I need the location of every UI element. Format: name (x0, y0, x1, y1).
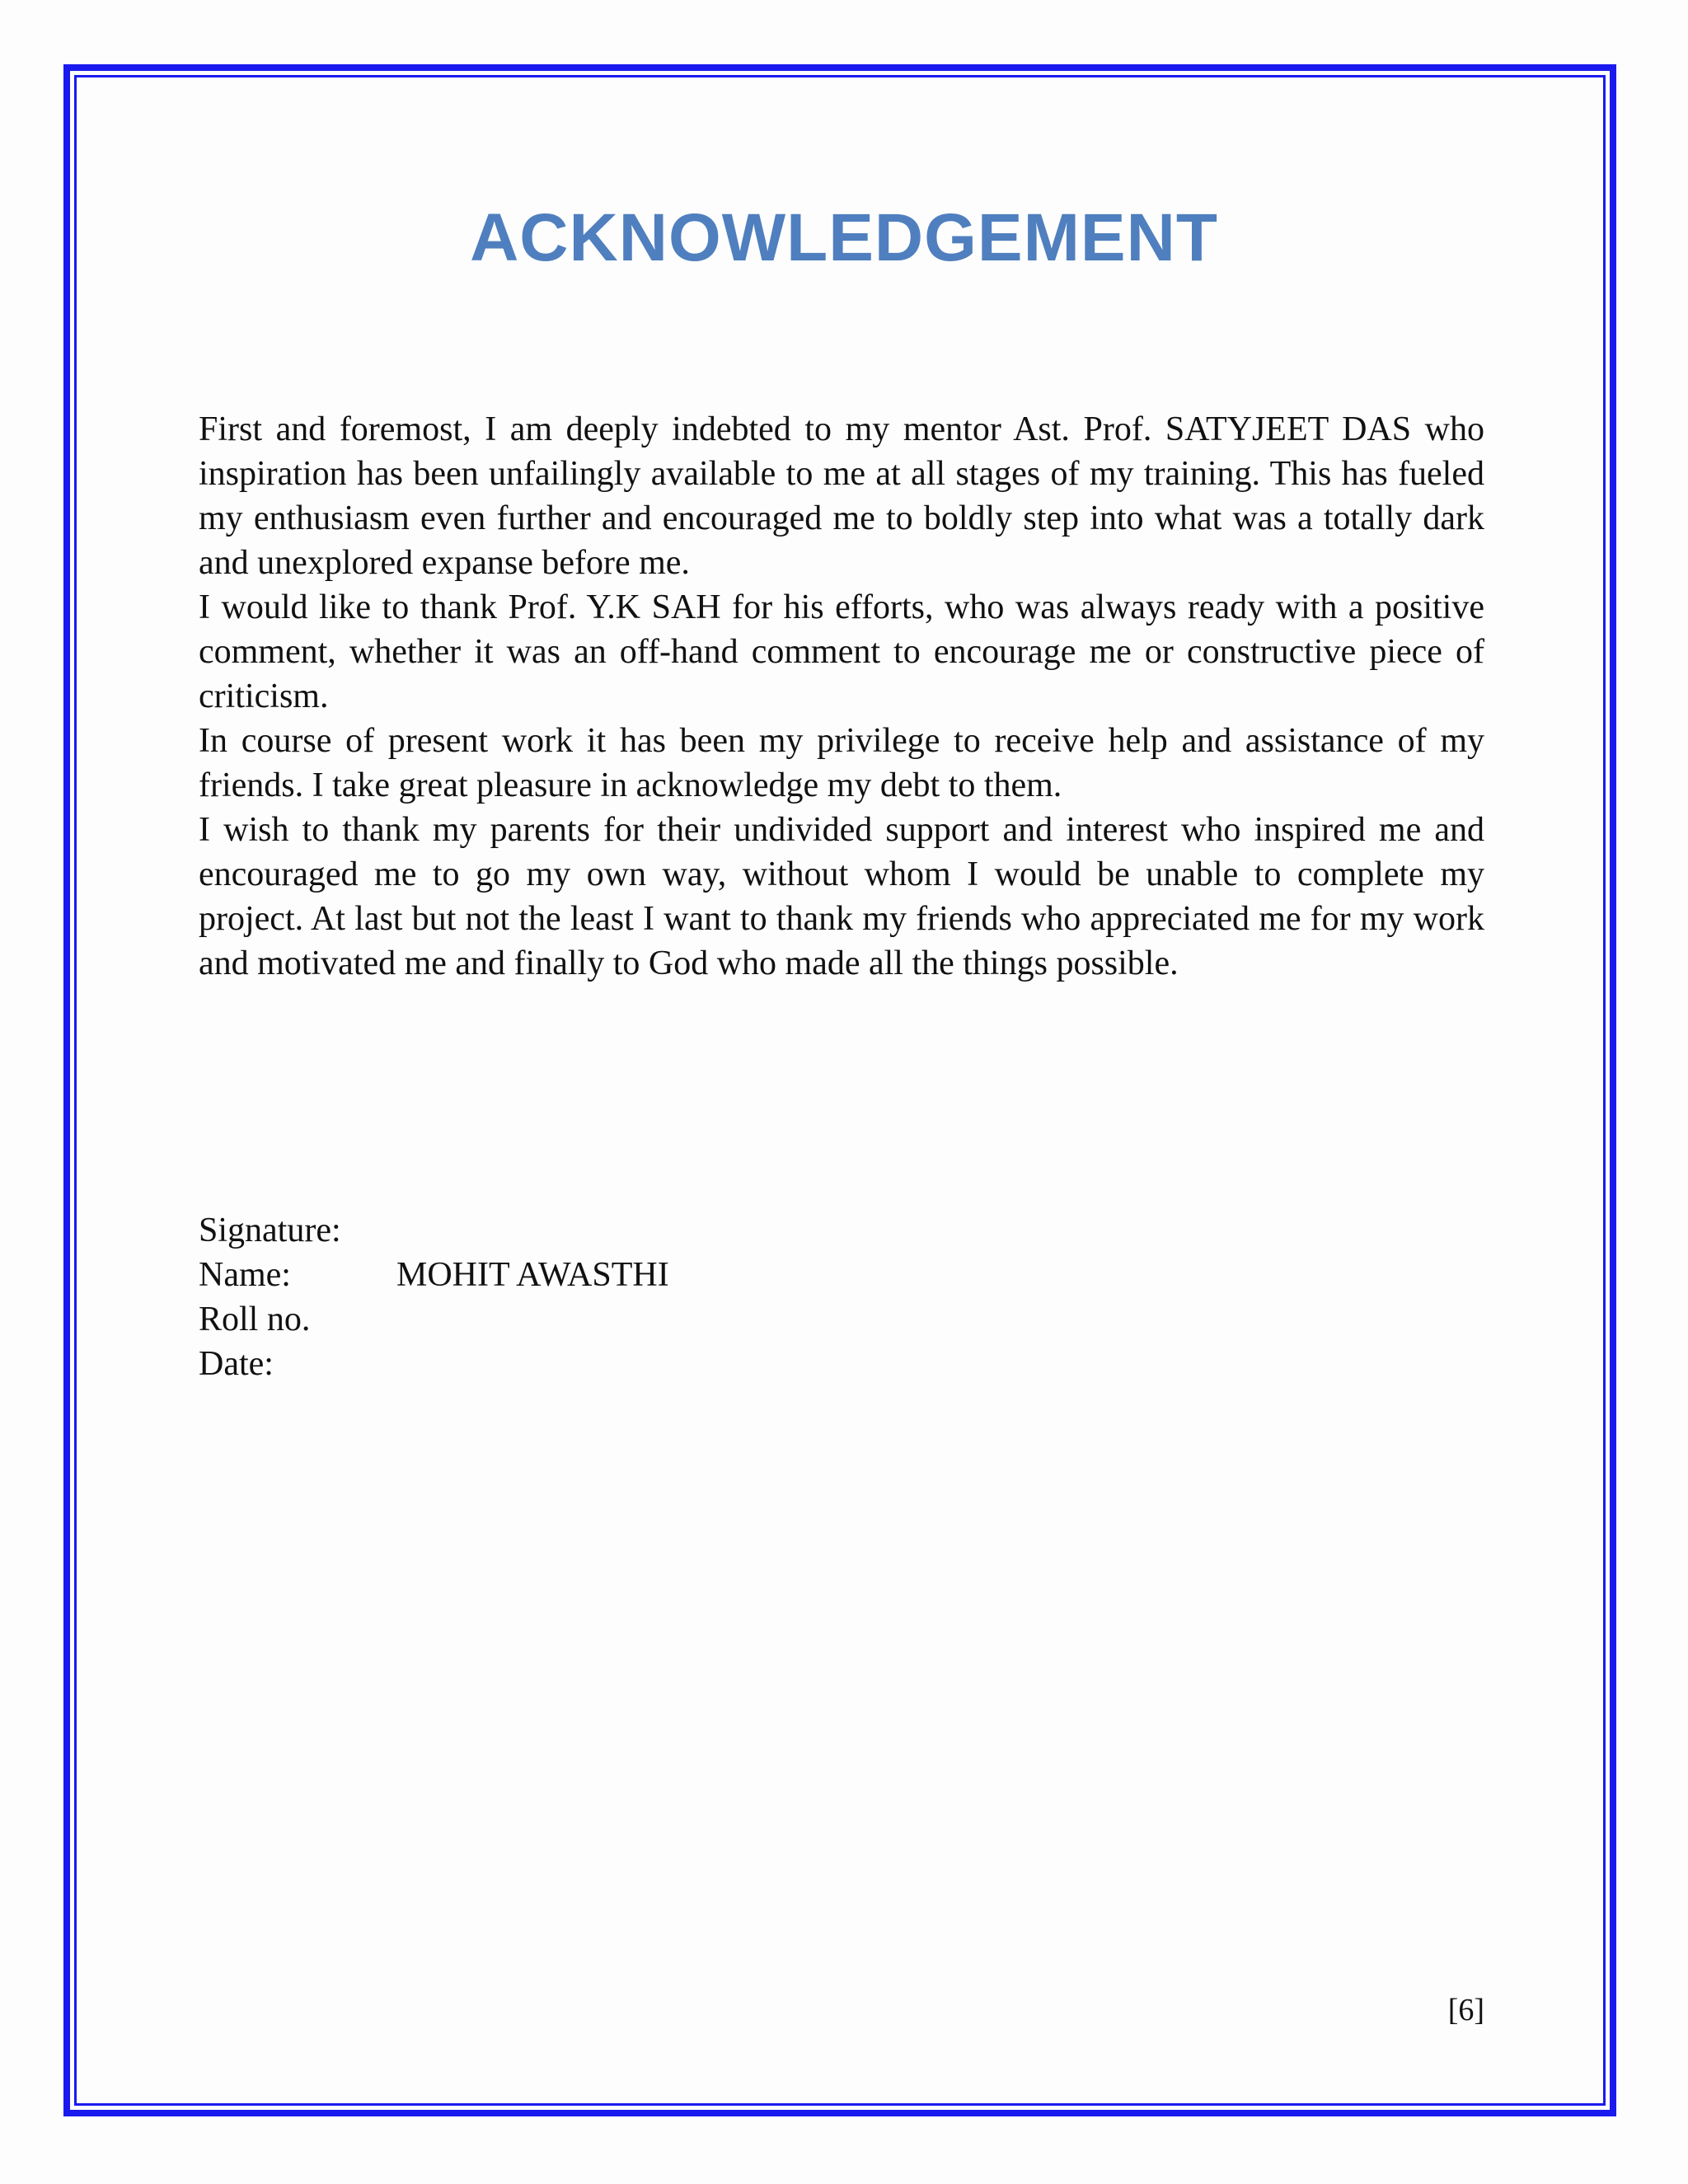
paragraph-professor: I would like to thank Prof. Y.K SAH for his efforts, who was always ready with a positive comment, whether it was an off-hand comment to encourage me or constructive piece of criticism. (199, 588, 1484, 715)
paragraph-mentor: First and foremost, I am deeply indebted to my mentor Ast. Prof. SATYJEET DAS who inspiration has been unfailingly available to me at all stages of my training. This has fueled my enthusiasm even further and encouraged me to boldly step into what was a totally dark and unexplored expanse before me. (199, 410, 1484, 582)
acknowledgement-body (199, 407, 1484, 986)
signature-row (199, 1208, 669, 1253)
name-value: MOHIT AWASTHI (396, 1256, 669, 1294)
paragraph-friends: In course of present work it has been my privilege to receive help and assistance of my friends. I take great pleasure in acknowledge my debt to them. (199, 722, 1484, 804)
page-border-inner (74, 75, 1606, 2106)
paragraph-parents: I wish to thank my parents for their undivided support and interest who inspired me and encouraged me to go my own way, without whom I would be unable to complete my project. At last but not the least I want to thank my friends who appreciated me for my work and motivated me and finally to God who made all the things possible. (199, 811, 1484, 982)
roll-label: Roll no. (199, 1301, 311, 1338)
page-number: [6] (1447, 1993, 1484, 2027)
date-label: Date: (199, 1345, 274, 1383)
roll-row (199, 1297, 669, 1342)
signature-block (199, 1208, 669, 1386)
signature-label: Signature: (199, 1212, 341, 1249)
name-row (199, 1253, 669, 1297)
name-label: Name: (199, 1256, 291, 1294)
page-title: ACKNOWLEDGEMENT (470, 200, 1218, 275)
date-row (199, 1342, 669, 1386)
